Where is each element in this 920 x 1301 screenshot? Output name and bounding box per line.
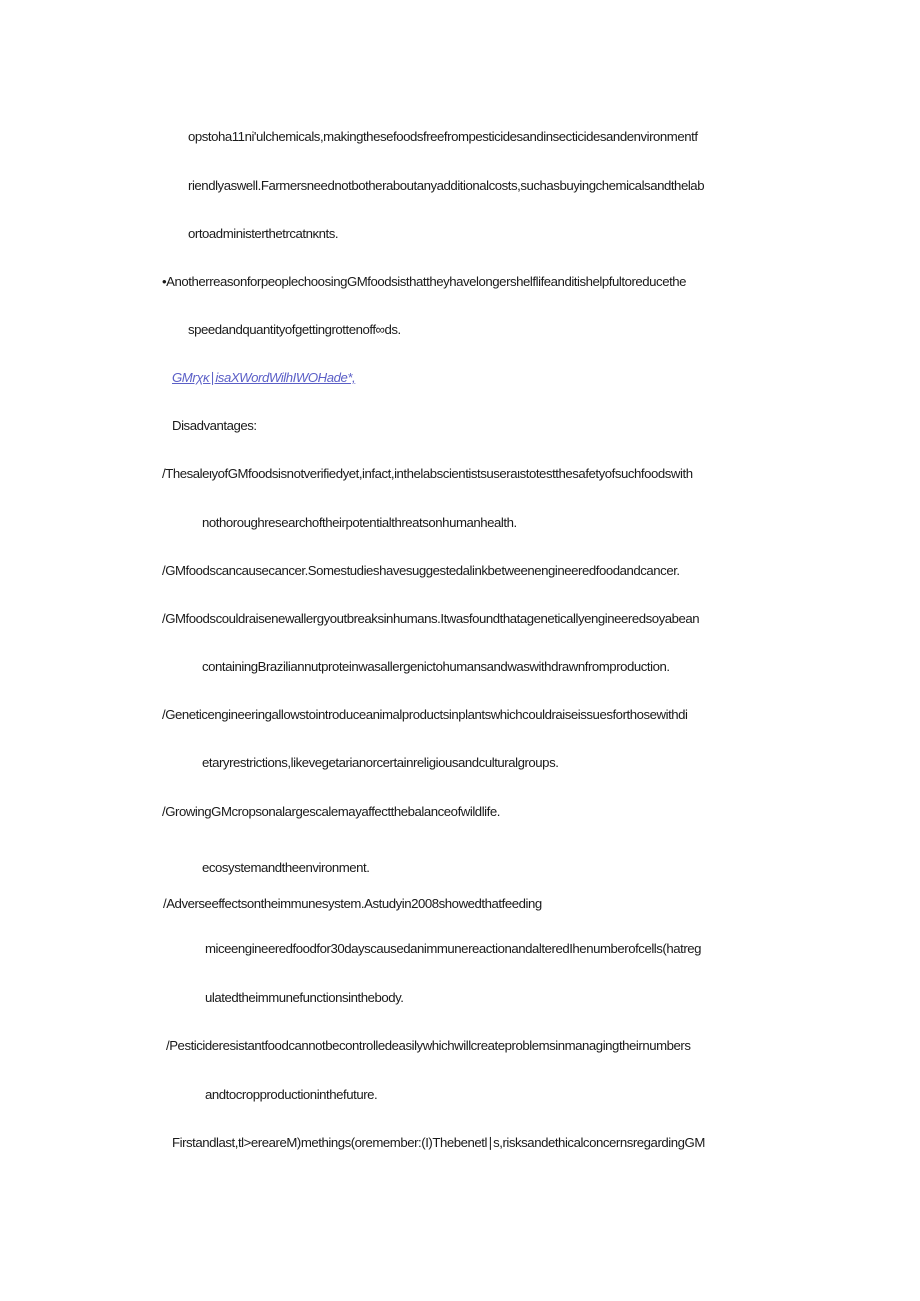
list-item: /Pesticideresistantfoodcannotbecontrolledeasilywhichwillcreateproblemsinmanagingtheirnumbers xyxy=(166,1038,691,1053)
text-line: ortoadministerthetrcatnκnts. xyxy=(188,226,339,241)
hyperlink[interactable]: GMrχκ∣isaXWordWilhIWOHade*, xyxy=(172,370,356,385)
list-item: /GrowingGMcropsonalargescalemayaffectthebalanceofwildlife. xyxy=(162,804,500,819)
text-line: nothoroughresearchoftheirpotentialthreatsonhumanhealth. xyxy=(202,515,517,530)
text-line: ecosystemandtheenvironment. xyxy=(202,860,370,875)
text-line: miceengineeredfoodfor30dayscausedanimmunereactionandalteredIhenumberofcells(hatreg xyxy=(205,941,702,956)
list-item: /ThesaleιyofGMfoodsisnotverifiedyet,infact,inthelabscientistsuseraιstotestthesafetyofsuchfoodswith xyxy=(162,466,693,481)
list-item: /GMfoodscouldraisenewallergyoutbreaksinhumans.Itwasfoundthatageneticallyengineeredsoyabean xyxy=(162,611,700,626)
text-line: Firstandlast,tl>ereareM)methings(oremember:(I)Thebenetl∣s,risksandethicalconcernsregardingGM xyxy=(172,1135,705,1150)
text-line: andtocropproductioninthefuture. xyxy=(205,1087,378,1102)
list-item: /GMfoodscancausecancer.Somestudieshavesuggestedalinkbetweenengineeredfoodandcancer. xyxy=(162,563,680,578)
list-item: /Geneticengineeringallowstointroduceanimalproductsinplantswhichcouldraiseissuesforthosewithdi xyxy=(162,707,688,722)
text-line: opstoha11ni'ulchemicals,makingthesefoodsfreefrompesticidesandinsecticidesandenvironmentf xyxy=(188,129,698,144)
text-line: riendlyaswell.Farmersneednotbotheraboutanyadditionalcosts,suchasbuyingchemicalsandthelab xyxy=(188,178,705,193)
section-heading: Disadvantages: xyxy=(172,418,257,433)
text-line: etaryrestrictions,likevegetarianorcertainreligiousandculturalgroups. xyxy=(202,755,559,770)
bullet-line: •AnotherreasonforpeoplechoosingGMfoodsisthattheyhavelongershelflifeanditishelpfultoreducethe xyxy=(162,274,687,289)
list-item: /Adverseeffectsontheimmunesystem.Astudyin2008showedthatfeeding xyxy=(163,896,542,911)
text-line: containingBraziliannutproteinwasallergenictohumansandwaswithdrawnfromproduction. xyxy=(202,659,670,674)
text-line: speedandquantityofgettingrottenoff∞ds. xyxy=(188,322,401,337)
text-line: ulatedtheimmunefunctionsinthebody. xyxy=(205,990,404,1005)
